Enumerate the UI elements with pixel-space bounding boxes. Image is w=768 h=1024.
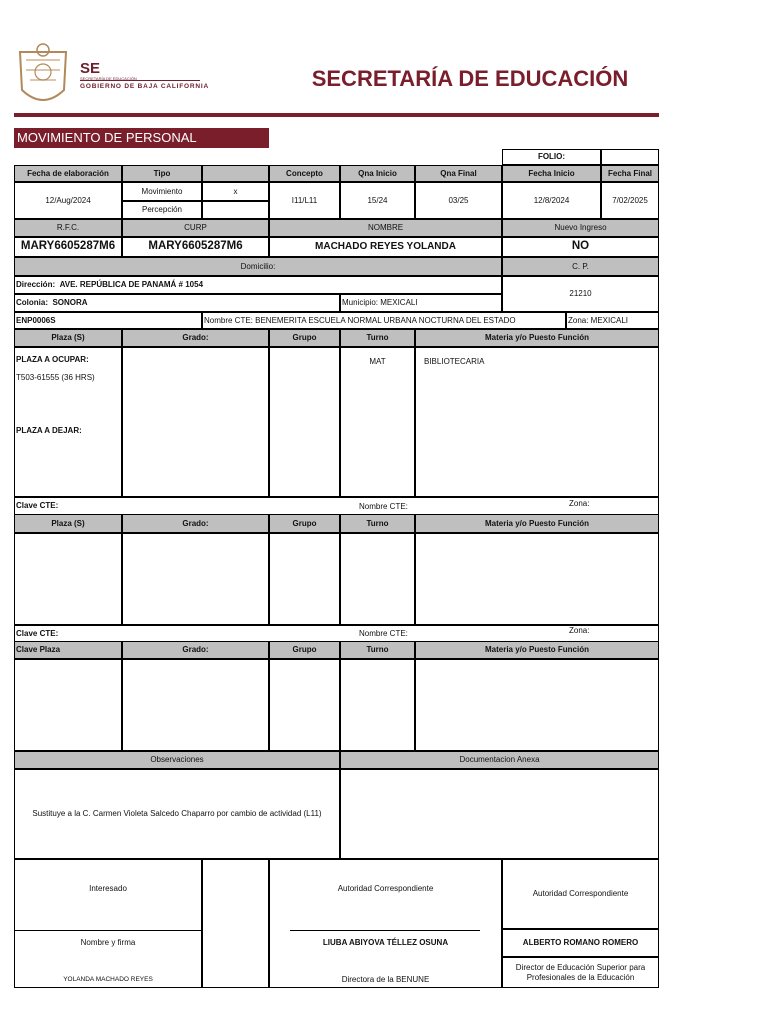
b1-footer: [14, 497, 659, 514]
b3-grupo: [269, 659, 340, 751]
hdr-fecha-elab: Fecha de elaboración: [14, 165, 122, 182]
page-title: SECRETARÍA DE EDUCACIÓN: [311, 66, 629, 91]
plaza-dejar-label: PLAZA A DEJAR:: [16, 426, 82, 436]
fecha-elaboracion: 12/Aug/2024: [14, 182, 122, 219]
hdr-observaciones: Observaciones: [14, 751, 340, 769]
firma-autoridad1-cell: [269, 859, 502, 988]
b1-hdr-materia: Materia y/o Puesto Función: [415, 329, 659, 347]
direccion-value: AVE. REPÚBLICA DE PANAMÁ # 1054: [59, 280, 204, 290]
plaza-ocupar-value: T503-61555 (36 HRS): [16, 372, 95, 382]
b2-grupo: [269, 533, 340, 625]
b2-clave-label: Clave CTE:: [16, 628, 59, 638]
b2-footer: [14, 625, 659, 641]
b1-grupo: [269, 347, 340, 497]
b3-plaza: [14, 659, 122, 751]
b2-hdr-grado: Grado:: [122, 514, 269, 533]
hdr-nombre: NOMBRE: [269, 219, 502, 237]
b3-hdr-grupo: Grupo: [269, 641, 340, 659]
b2-zona-label: Zona:: [569, 626, 590, 635]
fecha-inicio-value: 12/8/2024: [502, 182, 601, 219]
section-title: MOVIMIENTO DE PERSONAL: [14, 128, 269, 148]
b1-hdr-turno: Turno: [340, 329, 415, 347]
colonia-value: SONORA: [52, 298, 88, 308]
autoridad1-sign-line: [290, 930, 480, 931]
interesado-sign-line: [15, 930, 201, 931]
folio-value[interactable]: [601, 149, 659, 165]
hdr-curp: CURP: [122, 219, 269, 237]
b1-turno: MAT: [340, 347, 415, 497]
hdr-nuevo-ingreso: Nuevo Ingreso: [502, 219, 659, 237]
b3-grado: [122, 659, 269, 751]
b2-hdr-grupo: Grupo: [269, 514, 340, 533]
interesado-nombre: YOLANDA MACHADO REYES: [63, 976, 153, 983]
documentacion-anexa: [340, 769, 659, 859]
b2-nombre-label: Nombre CTE:: [359, 629, 408, 638]
direccion-row: [14, 276, 502, 294]
b2-materia: [415, 533, 659, 625]
b1-plaza-cell: [14, 347, 122, 497]
tipo-percepcion: Percepción: [122, 201, 202, 219]
concepto-value: I11/L11: [269, 182, 340, 219]
hdr-domicilio: Domicilio:: [14, 257, 502, 276]
nombre-firma-label: Nombre y firma: [80, 938, 136, 947]
observaciones-text: Sustituye a la C. Carmen Violeta Salcedo Chaparro por cambio de actividad (L11): [14, 769, 340, 859]
tipo-movimiento: Movimiento: [122, 182, 202, 201]
b1-clave-label: Clave CTE:: [16, 501, 59, 511]
interesado-label: Interesado: [89, 884, 127, 893]
b1-zona-label: Zona:: [569, 499, 590, 508]
b3-materia: [415, 659, 659, 751]
b2-hdr-materia: Materia y/o Puesto Función: [415, 514, 659, 533]
b2-turno: [340, 533, 415, 625]
cp-value: 21210: [502, 276, 659, 312]
b3-hdr-turno: Turno: [340, 641, 415, 659]
colonia-label: Colonia:: [16, 298, 48, 308]
hdr-fecha-inicio: Fecha Inicio: [502, 165, 601, 182]
tipo-percepcion-mark[interactable]: [202, 201, 269, 219]
b3-turno: [340, 659, 415, 751]
cte-zona: Zona: MEXICALI: [566, 312, 659, 329]
colonia-row: [14, 294, 340, 312]
logo-abbr: SE: [80, 60, 101, 77]
fecha-final-value: 7/02/2025: [601, 182, 659, 219]
b1-hdr-grupo: Grupo: [269, 329, 340, 347]
hdr-qna-inicio: Qna Inicio: [340, 165, 415, 182]
b2-hdr-turno: Turno: [340, 514, 415, 533]
autoridad2-label: Autoridad Correspondiente: [502, 859, 659, 929]
direccion-label: Dirección:: [16, 280, 56, 290]
cte-nombre: Nombre CTE: BENEMERITA ESCUELA NORMAL URBANA NOCTURNA DEL ESTADO: [202, 312, 566, 329]
hdr-fecha-final: Fecha Final: [601, 165, 659, 182]
hdr-documentacion: Documentacion Anexa: [340, 751, 659, 769]
hdr-concepto: Concepto: [269, 165, 340, 182]
logo-sub: SECRETARÍA DE EDUCACIÓN: [80, 76, 137, 81]
municipio-value: Municipio: MEXICALI: [340, 294, 502, 312]
hdr-cp: C. P.: [502, 257, 659, 276]
b3-hdr-clave-plaza: Clave Plaza: [14, 641, 122, 659]
cte-clave: ENP0006S: [14, 312, 202, 329]
logo-gov-text: GOBIERNO DE BAJA CALIFORNIA: [80, 83, 209, 90]
curp-value: MARY6605287M6: [122, 237, 269, 257]
autoridad2-cargo: Director de Educación Superior para Profesionales de la Educación: [502, 957, 659, 988]
autoridad2-nombre: ALBERTO ROMANO ROMERO: [502, 929, 659, 957]
b1-grado: [122, 347, 269, 497]
b2-plaza: [14, 533, 122, 625]
qna-final-value: 03/25: [415, 182, 502, 219]
autoridad1-cargo: Directora de la BENUNE: [341, 975, 430, 984]
nombre-value: MACHADO REYES YOLANDA: [269, 237, 502, 257]
state-seal-icon: [16, 42, 70, 110]
tipo-movimiento-mark[interactable]: x: [202, 182, 269, 201]
hdr-tipo-blank: [202, 165, 269, 182]
nuevo-ingreso-value: NO: [502, 237, 659, 257]
firma-blank-cell: [202, 859, 269, 988]
b3-hdr-materia: Materia y/o Puesto Función: [415, 641, 659, 659]
firma-interesado-cell: [14, 859, 202, 988]
autoridad1-nombre: LIUBA ABIYOVA TÉLLEZ OSUNA: [322, 938, 449, 947]
rfc-value: MARY6605287M6: [14, 237, 122, 257]
b2-hdr-plaza: Plaza (S): [14, 514, 122, 533]
b1-materia: BIBLIOTECARIA: [415, 347, 659, 497]
b1-hdr-plaza: Plaza (S): [14, 329, 122, 347]
folio-label: FOLIO:: [502, 149, 601, 165]
b2-grado: [122, 533, 269, 625]
b3-hdr-grado: Grado:: [122, 641, 269, 659]
plaza-ocupar-label: PLAZA A OCUPAR:: [16, 355, 89, 364]
b1-nombre-label: Nombre CTE:: [359, 502, 408, 511]
hdr-qna-final: Qna Final: [415, 165, 502, 182]
title-rule: [14, 113, 659, 117]
hdr-rfc: R.F.C.: [14, 219, 122, 237]
autoridad1-label: Autoridad Correspondiente: [337, 884, 434, 893]
b1-hdr-grado: Grado:: [122, 329, 269, 347]
hdr-tipo: Tipo: [122, 165, 202, 182]
qna-inicio-value: 15/24: [340, 182, 415, 219]
